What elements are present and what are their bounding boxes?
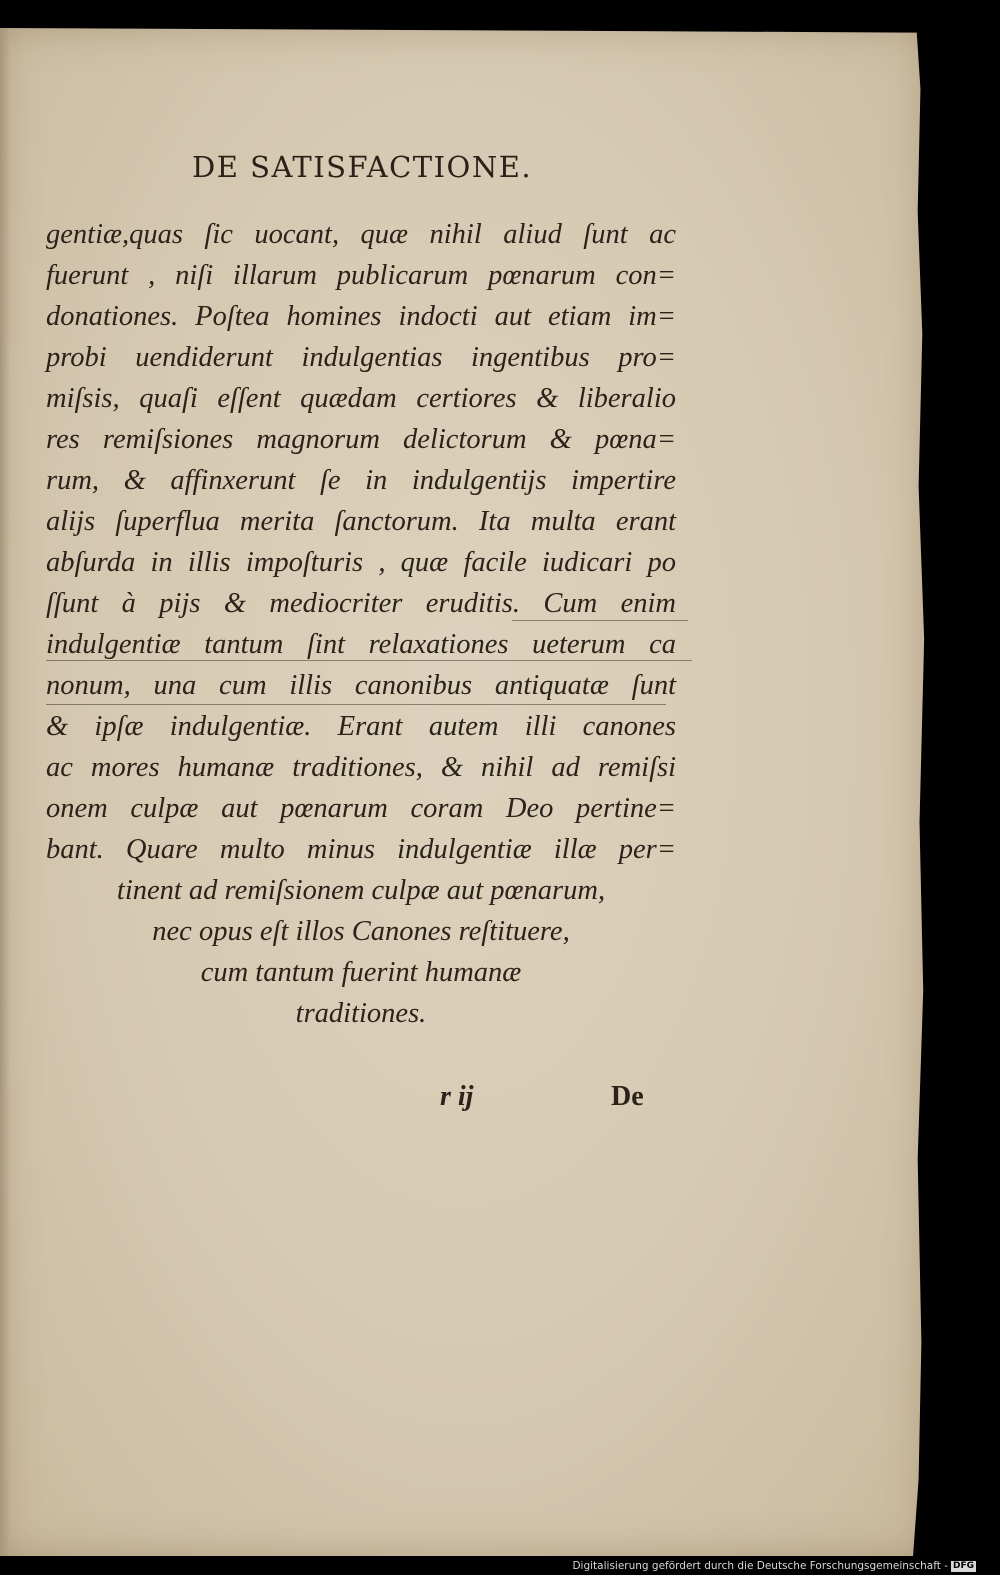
dfg-logo-icon: DFG — [952, 1560, 974, 1571]
text-line: donationes. Poſtea homines indocti aut etiam im= — [46, 301, 676, 332]
running-head: DE SATISFACTIONE. — [192, 150, 533, 184]
digitization-credit — [572, 1560, 976, 1572]
text-line: probi uendiderunt indulgentias ingentibus pro= — [46, 342, 676, 373]
text-line: ac mores humanæ traditiones, & nihil ad remiſsi — [46, 752, 676, 783]
text-line: nonum, una cum illis canonibus antiquatæ ſunt — [46, 670, 676, 701]
text-line: abſurda in illis impoſturis , quæ facile iudicari po — [46, 547, 676, 578]
text-line: gentiæ,quas ſic uocant, quæ nihil aliud ſunt ac — [46, 219, 676, 250]
text-line: onem culpæ aut pœnarum coram Deo pertine= — [46, 793, 676, 824]
body-text — [46, 214, 676, 1034]
text-line: fuerunt , niſi illarum publicarum pœnarum con= — [46, 260, 676, 291]
text-line: miſsis, quaſi eſſent quædam certiores & liberalio — [46, 383, 676, 414]
text-line: indulgentiæ tantum ſint relaxationes ueterum ca — [46, 629, 676, 660]
underline-mark — [46, 660, 692, 661]
text-line: ſſunt à pijs & mediocriter eruditis. Cum enim — [46, 588, 676, 619]
page-gutter-shadow — [0, 28, 10, 1556]
text-line: rum, & affinxerunt ſe in indulgentijs impertire — [46, 465, 676, 496]
credit-text: Digitalisierung gefördert durch die Deutsche Forschungsgemeinschaft - — [572, 1560, 948, 1572]
text-line: & ipſæ indulgentiæ. Erant autem illi canones — [46, 711, 676, 742]
text-line: traditiones. — [295, 998, 427, 1029]
underline-mark — [512, 620, 688, 621]
signature-mark: r ij — [440, 1081, 474, 1112]
text-line: bant. Quare multo minus indulgentiæ illæ per= — [46, 834, 676, 865]
catchword: De — [611, 1081, 644, 1112]
text-line: tinent ad remiſsionem culpæ aut pœnarum, — [116, 875, 606, 906]
text-line: res remiſsiones magnorum delictorum & pœna= — [46, 424, 676, 455]
underline-mark — [46, 704, 666, 705]
text-line: cum tantum fuerint humanæ — [200, 957, 522, 988]
text-line: nec opus eſt illos Canones reſtituere, — [152, 916, 570, 947]
text-line: alijs ſuperflua merita ſanctorum. Ita multa erant — [46, 506, 676, 537]
